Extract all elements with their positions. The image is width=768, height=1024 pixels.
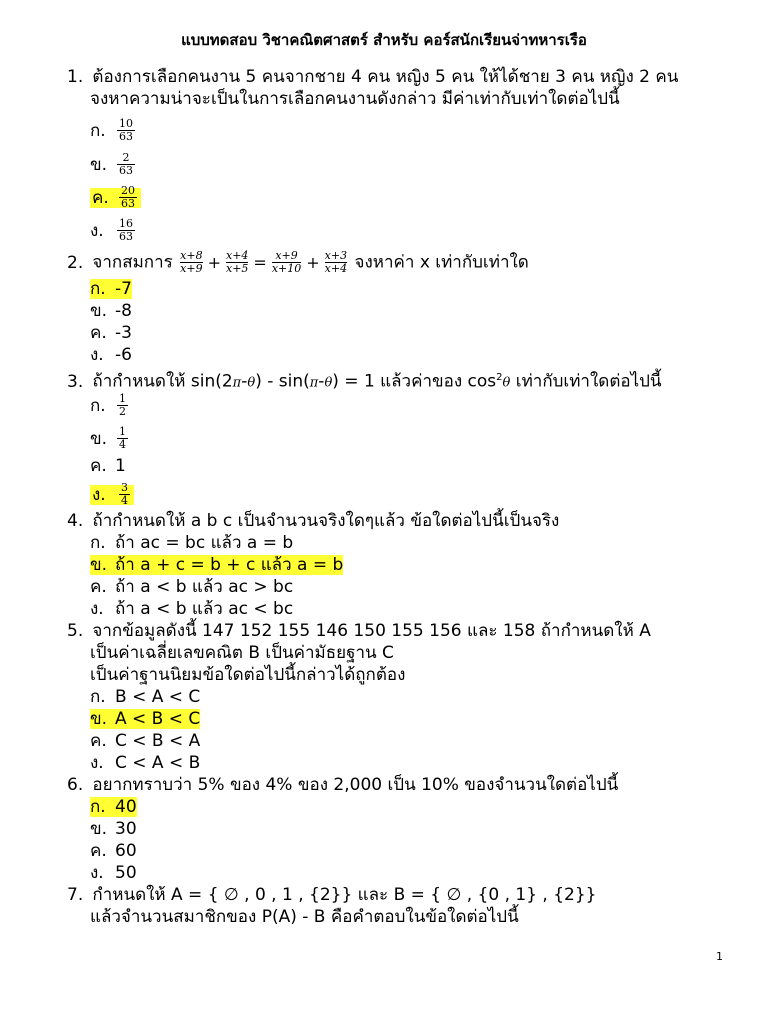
- q5-option-a: [90, 686, 200, 708]
- answer-highlight: [90, 481, 134, 507]
- question-number: 4.: [67, 511, 84, 531]
- option-text: 50: [115, 863, 137, 883]
- q4-option-b-correct: [90, 554, 343, 576]
- option-label: ข.: [90, 819, 108, 839]
- fraction: [117, 426, 128, 451]
- theta-symbol: θ: [502, 375, 511, 391]
- q3-option-c: [90, 455, 126, 477]
- option-text: C < A < B: [115, 753, 201, 773]
- fraction: [119, 185, 137, 210]
- page-number: 1: [716, 950, 723, 963]
- fraction: [119, 482, 130, 507]
- q3-option-d-correct: [90, 481, 134, 507]
- pi-symbol: π: [232, 375, 242, 391]
- q2-option-a-correct: [90, 278, 132, 300]
- question-5-line-3: เป็นค่าฐานนิยมข้อใดต่อไปนี้กล่าวได้ถูกต้อง: [90, 665, 406, 685]
- option-text: -6: [115, 345, 132, 365]
- fraction: [117, 218, 135, 243]
- option-text: 60: [115, 841, 137, 861]
- q2-option-b: [90, 300, 132, 322]
- q3-option-b: [90, 425, 130, 451]
- denominator: 63: [121, 197, 135, 210]
- option-text: 40: [115, 797, 137, 817]
- question-text-part: ถ้ากำหนดให้ sin(2: [92, 371, 233, 392]
- question-text-part: เท่ากับเท่าใดต่อไปนี้: [515, 371, 662, 392]
- question-number: 5.: [67, 621, 84, 641]
- option-label: ก.: [90, 797, 106, 817]
- option-label: ข.: [90, 555, 108, 575]
- option-label: ง.: [90, 220, 104, 241]
- option-label: ค.: [90, 456, 107, 476]
- fraction: [117, 152, 135, 177]
- exponent: 2: [496, 372, 503, 383]
- question-text: ต้องการเลือกคนงาน 5 คนจากชาย 4 คน หญิง 5 คน ให้ได้ชาย 3 คน หญิง 2 คน: [92, 67, 679, 87]
- answer-highlight: [90, 797, 137, 817]
- question-number: 6.: [67, 775, 84, 795]
- option-label: ข.: [90, 428, 108, 449]
- q1-option-a: [90, 117, 137, 143]
- q1-option-b: [90, 151, 137, 177]
- question-prefix: จากสมการ: [92, 252, 173, 273]
- q5-option-d: [90, 752, 200, 774]
- denominator: 63: [119, 164, 133, 177]
- pi-symbol: π: [309, 375, 319, 391]
- question-6: [67, 774, 618, 796]
- denominator: x+9: [180, 262, 203, 275]
- q4-option-c: [90, 576, 293, 598]
- minus-sign: -: [241, 371, 248, 392]
- question-text: กำหนดให้ A = { ∅ , 0 , 1 , {2}} และ B = { ∅ , {0 , 1} , {2}}: [92, 885, 597, 905]
- denominator: x+4: [324, 262, 348, 275]
- numerator: 2: [122, 151, 130, 164]
- question-text: อยากทราบว่า 5% ของ 4% ของ 2,000 เป็น 10% ของจำนวนใดต่อไปนี้: [92, 775, 619, 795]
- option-label: ก.: [90, 533, 106, 553]
- option-text: -7: [115, 279, 132, 299]
- option-text: ถ้า a < b แล้ว ac > bc: [115, 577, 294, 597]
- question-text: ถ้ากำหนดให้ a b c เป็นจำนวนจริงใดๆแล้ว ข้อใดต่อไปนี้เป็นจริง: [92, 511, 560, 531]
- denominator: 4: [119, 438, 126, 451]
- option-text: C < B < A: [115, 731, 201, 751]
- option-text: 30: [115, 819, 137, 839]
- q2-option-c: [90, 322, 132, 344]
- numerator: 10: [119, 117, 133, 130]
- equation-fraction: [226, 250, 248, 275]
- option-label: ง.: [90, 753, 104, 773]
- plus-sign: +: [306, 252, 320, 272]
- q1-option-d: [90, 217, 137, 243]
- q6-option-c: [90, 840, 137, 862]
- question-7: [67, 884, 596, 906]
- question-7-line-2: แล้วจำนวนสมาชิกของ P(A) - B คือคำตอบในข้อใดต่อไปนี้: [90, 907, 519, 927]
- denominator: x+5: [226, 262, 249, 275]
- question-number: 3.: [67, 371, 84, 392]
- page-title: แบบทดสอบ วิชาคณิตศาสตร์ สำหรับ คอร์สนักเรียนจ่าทหารเรือ: [181, 31, 587, 49]
- q3-option-a: [90, 392, 130, 418]
- numerator: x+8: [180, 249, 203, 262]
- question-5: [67, 620, 651, 642]
- q2-option-d: [90, 344, 132, 366]
- option-label: ง.: [90, 345, 104, 365]
- numerator: 20: [121, 184, 135, 197]
- q6-option-d: [90, 862, 137, 884]
- option-label: ข.: [90, 709, 108, 729]
- option-text: 1: [115, 456, 126, 476]
- equation-fraction: [180, 250, 202, 275]
- numerator: 1: [119, 392, 126, 405]
- answer-highlight: [90, 555, 343, 575]
- option-text: -8: [115, 301, 132, 321]
- q5-option-b-correct: [90, 708, 200, 730]
- q4-option-d: [90, 598, 293, 620]
- option-label: ก.: [90, 395, 106, 416]
- option-label: ง.: [90, 863, 104, 883]
- numerator: x+9: [275, 249, 298, 262]
- option-label: ค.: [90, 731, 107, 751]
- denominator: 2: [119, 405, 126, 418]
- question-number: 7.: [67, 885, 84, 905]
- option-label: ค.: [90, 841, 107, 861]
- option-label: ก.: [90, 120, 106, 141]
- q4-option-a: [90, 532, 293, 554]
- question-text: จากข้อมูลดังนี้ 147 152 155 146 150 155 156 และ 158 ถ้ากำหนดให้ A: [92, 621, 651, 641]
- option-text: B < A < C: [115, 687, 201, 707]
- denominator: x+10: [271, 262, 302, 275]
- option-text: -3: [115, 323, 132, 343]
- option-label: ก.: [90, 279, 106, 299]
- option-text: ถ้า a < b แล้ว ac < bc: [115, 599, 294, 619]
- question-4: [67, 510, 559, 532]
- q1-option-c-correct: [90, 184, 141, 210]
- numerator: 1: [119, 425, 126, 438]
- question-1: [67, 66, 678, 88]
- option-label: ข.: [90, 154, 108, 175]
- option-text: ถ้า ac = bc แล้ว a = b: [115, 533, 294, 553]
- question-5-line-2: เป็นค่าเฉลี่ยเลขคณิต B เป็นค่ามัธยฐาน C: [90, 643, 394, 663]
- option-label: ง.: [92, 484, 106, 505]
- question-text-part: ) - sin(: [255, 371, 310, 392]
- fraction: [117, 393, 128, 418]
- option-label: ก.: [90, 687, 106, 707]
- equation-fraction: [272, 250, 301, 275]
- question-number: 2.: [67, 252, 84, 273]
- numerator: x+3: [324, 249, 348, 262]
- answer-highlight: [90, 709, 200, 729]
- denominator: 63: [119, 230, 133, 243]
- question-1-line-2: จงหาความน่าจะเป็นในการเลือกคนงานดังกล่าว มีค่าเท่ากับเท่าใดต่อไปนี้: [90, 89, 620, 109]
- fraction: [117, 118, 135, 143]
- q5-option-c: [90, 730, 200, 752]
- theta-symbol: θ: [247, 375, 256, 391]
- option-label: ง.: [90, 599, 104, 619]
- question-2: [67, 250, 529, 275]
- answer-highlight: [90, 279, 132, 299]
- denominator: 4: [121, 494, 128, 507]
- option-label: ค.: [92, 187, 109, 208]
- numerator: x+4: [226, 249, 249, 262]
- denominator: 63: [119, 130, 133, 143]
- option-label: ค.: [90, 577, 107, 597]
- option-text: ถ้า a + c = b + c แล้ว a = b: [115, 555, 344, 575]
- q6-option-a-correct: [90, 796, 137, 818]
- question-text-part: ) = 1 แล้วค่าของ cos: [332, 371, 497, 392]
- numerator: 16: [119, 217, 133, 230]
- question-suffix: จงหาค่า x เท่ากับเท่าใด: [354, 252, 529, 273]
- option-label: ค.: [90, 323, 107, 343]
- q6-option-b: [90, 818, 137, 840]
- option-text: A < B < C: [115, 709, 201, 729]
- equation-fraction: [325, 250, 347, 275]
- numerator: 3: [121, 481, 128, 494]
- question-number: 1.: [67, 67, 84, 87]
- equals-sign: =: [253, 252, 267, 272]
- theta-symbol: θ: [324, 375, 333, 391]
- question-3: [67, 367, 662, 395]
- answer-highlight: [90, 184, 141, 210]
- option-label: ข.: [90, 301, 108, 321]
- minus-sign: -: [318, 371, 325, 392]
- plus-sign: +: [207, 252, 221, 272]
